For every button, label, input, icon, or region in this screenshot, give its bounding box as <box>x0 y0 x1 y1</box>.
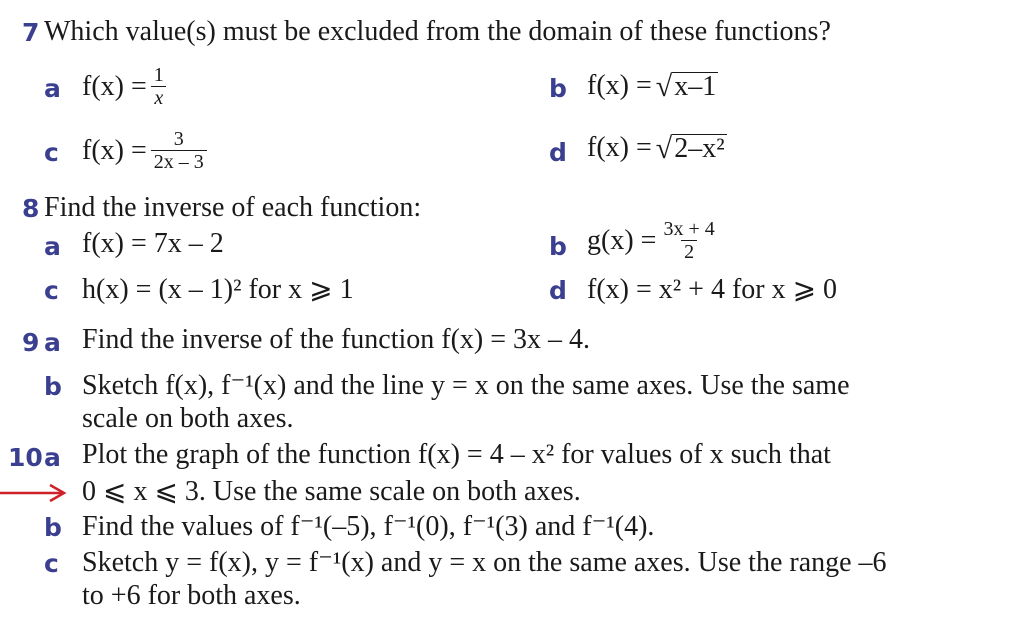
q9a-label: a <box>44 328 61 357</box>
q7c-denominator: 2x – 3 <box>151 150 207 173</box>
question-7-number: 7 <box>22 18 40 47</box>
q7c-numerator: 3 <box>173 128 184 150</box>
q10b-label: b <box>44 513 62 542</box>
q7b-label: b <box>549 74 567 103</box>
question-8-number: 8 <box>22 194 40 223</box>
q7b-lhs: f(x) = <box>587 70 652 101</box>
question-7-text: Which value(s) must be excluded from the domain of these functions? <box>44 16 831 47</box>
q9b-label: b <box>44 372 62 401</box>
q7c-lhs: f(x) = <box>82 134 147 166</box>
q10a-label: a <box>44 443 61 472</box>
q8a-label: a <box>44 232 61 261</box>
q8d-expression: f(x) = x² + 4 for x ⩾ 0 <box>587 274 838 305</box>
q7b-sqrt <box>655 69 718 103</box>
q7c-label: c <box>44 138 59 167</box>
q7d-radicand: 2–x² <box>674 132 725 164</box>
q7d-expression <box>587 132 727 164</box>
q7a-expression <box>82 64 171 109</box>
q7b-radicand: x–1 <box>674 70 717 102</box>
q7a-label: a <box>44 74 61 103</box>
q10c-label: c <box>44 549 59 578</box>
q7d-label: d <box>549 138 567 167</box>
q10c-text-line-1: Sketch y = f(x), y = f⁻¹(x) and y = x on the same axes. Use the range –6 <box>82 547 887 578</box>
q8c-expression: h(x) = (x – 1)² for x ⩾ 1 <box>82 274 354 305</box>
q9a-text: Find the inverse of the function f(x) = 3x – 4. <box>82 324 591 355</box>
q10b-text: Find the values of f⁻¹(–5), f⁻¹(0), f⁻¹(3) and f⁻¹(4). <box>82 511 655 542</box>
q7c-expression <box>82 128 211 173</box>
q8b-lhs: g(x) = <box>587 224 657 256</box>
q7a-denominator: x <box>151 86 166 109</box>
q8b-label: b <box>549 232 567 261</box>
q8b-expression <box>587 218 722 263</box>
q9b-text-line-2: scale on both axes. <box>82 403 294 434</box>
q8d-label: d <box>549 276 567 305</box>
q10a-text-line-1: Plot the graph of the function f(x) = 4 – x² for values of x such that <box>82 439 831 470</box>
q7b-expression <box>587 70 718 102</box>
q8b-fraction <box>660 218 717 263</box>
q7a-fraction <box>151 64 167 109</box>
q8a-expression: f(x) = 7x – 2 <box>82 228 224 259</box>
q7a-numerator: 1 <box>153 64 164 86</box>
q7b-radical-sign: √ <box>655 69 673 103</box>
q8c-label: c <box>44 276 59 305</box>
q7d-radical-sign: √ <box>655 131 673 165</box>
q7d-sqrt <box>655 131 727 165</box>
q8b-denominator: 2 <box>681 240 697 263</box>
question-10-number: 10 <box>8 443 43 472</box>
q10a-text-line-2: 0 ⩽ x ⩽ 3. Use the same scale on both axes. <box>82 476 581 507</box>
question-8-text: Find the inverse of each function: <box>44 192 422 223</box>
q7d-lhs: f(x) = <box>587 132 652 163</box>
q10c-text-line-2: to +6 for both axes. <box>82 580 301 611</box>
q7a-lhs: f(x) = <box>82 70 147 102</box>
red-arrow-icon <box>0 483 70 503</box>
q8b-numerator: 3x + 4 <box>663 218 715 240</box>
q7c-fraction <box>151 128 207 173</box>
question-9-number: 9 <box>22 328 40 357</box>
q9b-text-line-1: Sketch f(x), f⁻¹(x) and the line y = x on the same axes. Use the same <box>82 370 850 401</box>
